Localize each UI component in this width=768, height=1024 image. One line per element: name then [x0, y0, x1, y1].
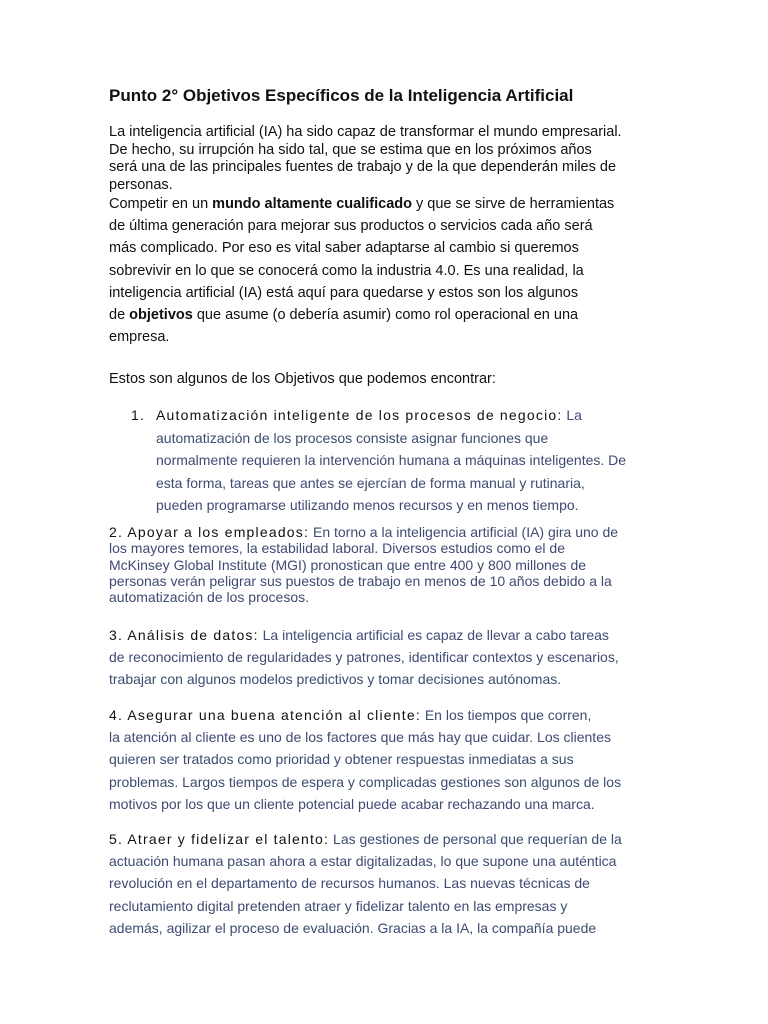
- objective-heading: Automatización inteligente de los procesos de negocio:: [156, 407, 563, 423]
- intro-line: será una de las principales fuentes de trabajo y de la que dependerán miles de: [109, 159, 617, 175]
- compete-bold-word: objetivos: [129, 307, 193, 324]
- intro-paragraph: [109, 124, 669, 194]
- compete-text: que asume (o debería asumir) como rol operacional en una: [192, 307, 579, 324]
- intro-line: De hecho, su irrupción ha sido tal, que se estima que en los próximos años: [109, 141, 592, 158]
- intro-line: personas.: [109, 176, 173, 193]
- objective-heading: 3. Análisis de datos:: [109, 627, 259, 643]
- objective-text: los mayores temores, la estabilidad laboral. Diversos estudios como el de: [109, 540, 565, 557]
- compete-text: y que se sirve de herramientas: [412, 196, 615, 212]
- objective-text: motivos por los que un cliente potencial puede acabar rechazando una marca.: [109, 795, 595, 812]
- objective-text: esta forma, tareas que antes se ejercían de forma manual y rutinaria,: [156, 474, 585, 491]
- objective-text: reclutamiento digital pretenden atraer y fidelizar talento en las empresas y: [109, 897, 568, 914]
- objective-text: automatización de los procesos consiste asignar funciones que: [156, 429, 549, 446]
- objective-item-5: [109, 828, 669, 939]
- objective-line: [109, 828, 669, 850]
- objective-number: 1.: [131, 407, 146, 423]
- objective-item-3: [109, 624, 669, 691]
- objective-heading: 4. Asegurar una buena atención al cliente:: [109, 707, 421, 723]
- objectives-lead-text: Estos son algunos de los Objetivos que podemos encontrar:: [109, 371, 496, 387]
- objective-text: personas verán peligrar sus puestos de trabajo en menos de 10 años debido a la: [109, 572, 612, 589]
- objective-text: quieren ser tratados como prioridad y obtener respuestas inmediatas a sus: [109, 751, 574, 768]
- intro-line: La inteligencia artificial (IA) ha sido capaz de transformar el mundo empresarial.: [109, 124, 622, 140]
- objective-line: [131, 404, 671, 427]
- objective-item-1: [131, 404, 671, 517]
- compete-line: inteligencia artificial (IA) está aquí para quedarse y estos son los algunos: [109, 284, 579, 301]
- objective-heading: 5. Atraer y fidelizar el talento:: [109, 831, 330, 847]
- objective-text: además, agilizar el proceso de evaluación. Gracias a la IA, la compañía puede: [109, 919, 597, 936]
- objective-text: revolución en el departamento de recursos humanos. Las nuevas técnicas de: [109, 875, 590, 892]
- objective-text: automatización de los procesos.: [109, 589, 309, 606]
- compete-text: Competir en un: [109, 196, 213, 212]
- objective-line: [109, 704, 669, 726]
- objective-text: La inteligencia artificial es capaz de llevar a cabo tareas: [262, 627, 609, 643]
- compete-line: más complicado. Por eso es vital saber adaptarse al cambio si queremos: [109, 240, 579, 257]
- compete-bold-phrase: mundo altamente cualificado: [212, 196, 412, 212]
- compete-text: de: [109, 307, 130, 324]
- objective-text: actuación humana pasan ahora a estar digitalizadas, lo que supone una auténtica: [109, 853, 617, 870]
- compete-line: sobrevivir en lo que se conocerá como la industria 4.0. Es una realidad, la: [109, 262, 584, 279]
- objective-line: [109, 524, 669, 540]
- compete-line: de última generación para mejorar sus productos o servicios cada año será: [109, 218, 593, 235]
- objective-text: problemas. Largos tiempos de espera y complicadas gestiones son algunos de los: [109, 773, 622, 790]
- document-title: Punto 2° Objetivos Específicos de la Inteligencia Artificial: [109, 86, 574, 105]
- objective-item-4: [109, 704, 669, 815]
- objective-text: normalmente requieren la intervención humana a máquinas inteligentes. De: [156, 452, 627, 468]
- objective-text: La: [566, 407, 582, 423]
- objective-text: McKinsey Global Institute (MGI) pronostican que entre 400 y 800 millones de: [109, 556, 587, 573]
- objective-heading: 2. Apoyar a los empleados:: [109, 524, 310, 540]
- objective-text: pueden programarse utilizando menos recursos y en menos tiempo.: [156, 497, 579, 513]
- objective-text: la atención al cliente es uno de los factores que más hay que cuidar. Los clientes: [109, 729, 611, 746]
- compete-paragraph: [109, 193, 669, 348]
- compete-line: [109, 304, 669, 326]
- objective-text: En torno a la inteligencia artificial (IA) gira uno de: [312, 524, 619, 540]
- objective-text: de reconocimiento de regularidades y patrones, identificar contextos y escenarios,: [109, 649, 619, 666]
- objective-text: trabajar con algunos modelos predictivos y tomar decisiones autónomas.: [109, 671, 562, 688]
- objective-item-2: [109, 524, 669, 605]
- objective-line: [109, 624, 669, 646]
- compete-line: empresa.: [109, 329, 170, 346]
- compete-line: [109, 193, 669, 215]
- objective-text: Las gestiones de personal que requerían de la: [333, 831, 622, 847]
- objective-text: En los tiempos que corren,: [424, 707, 592, 723]
